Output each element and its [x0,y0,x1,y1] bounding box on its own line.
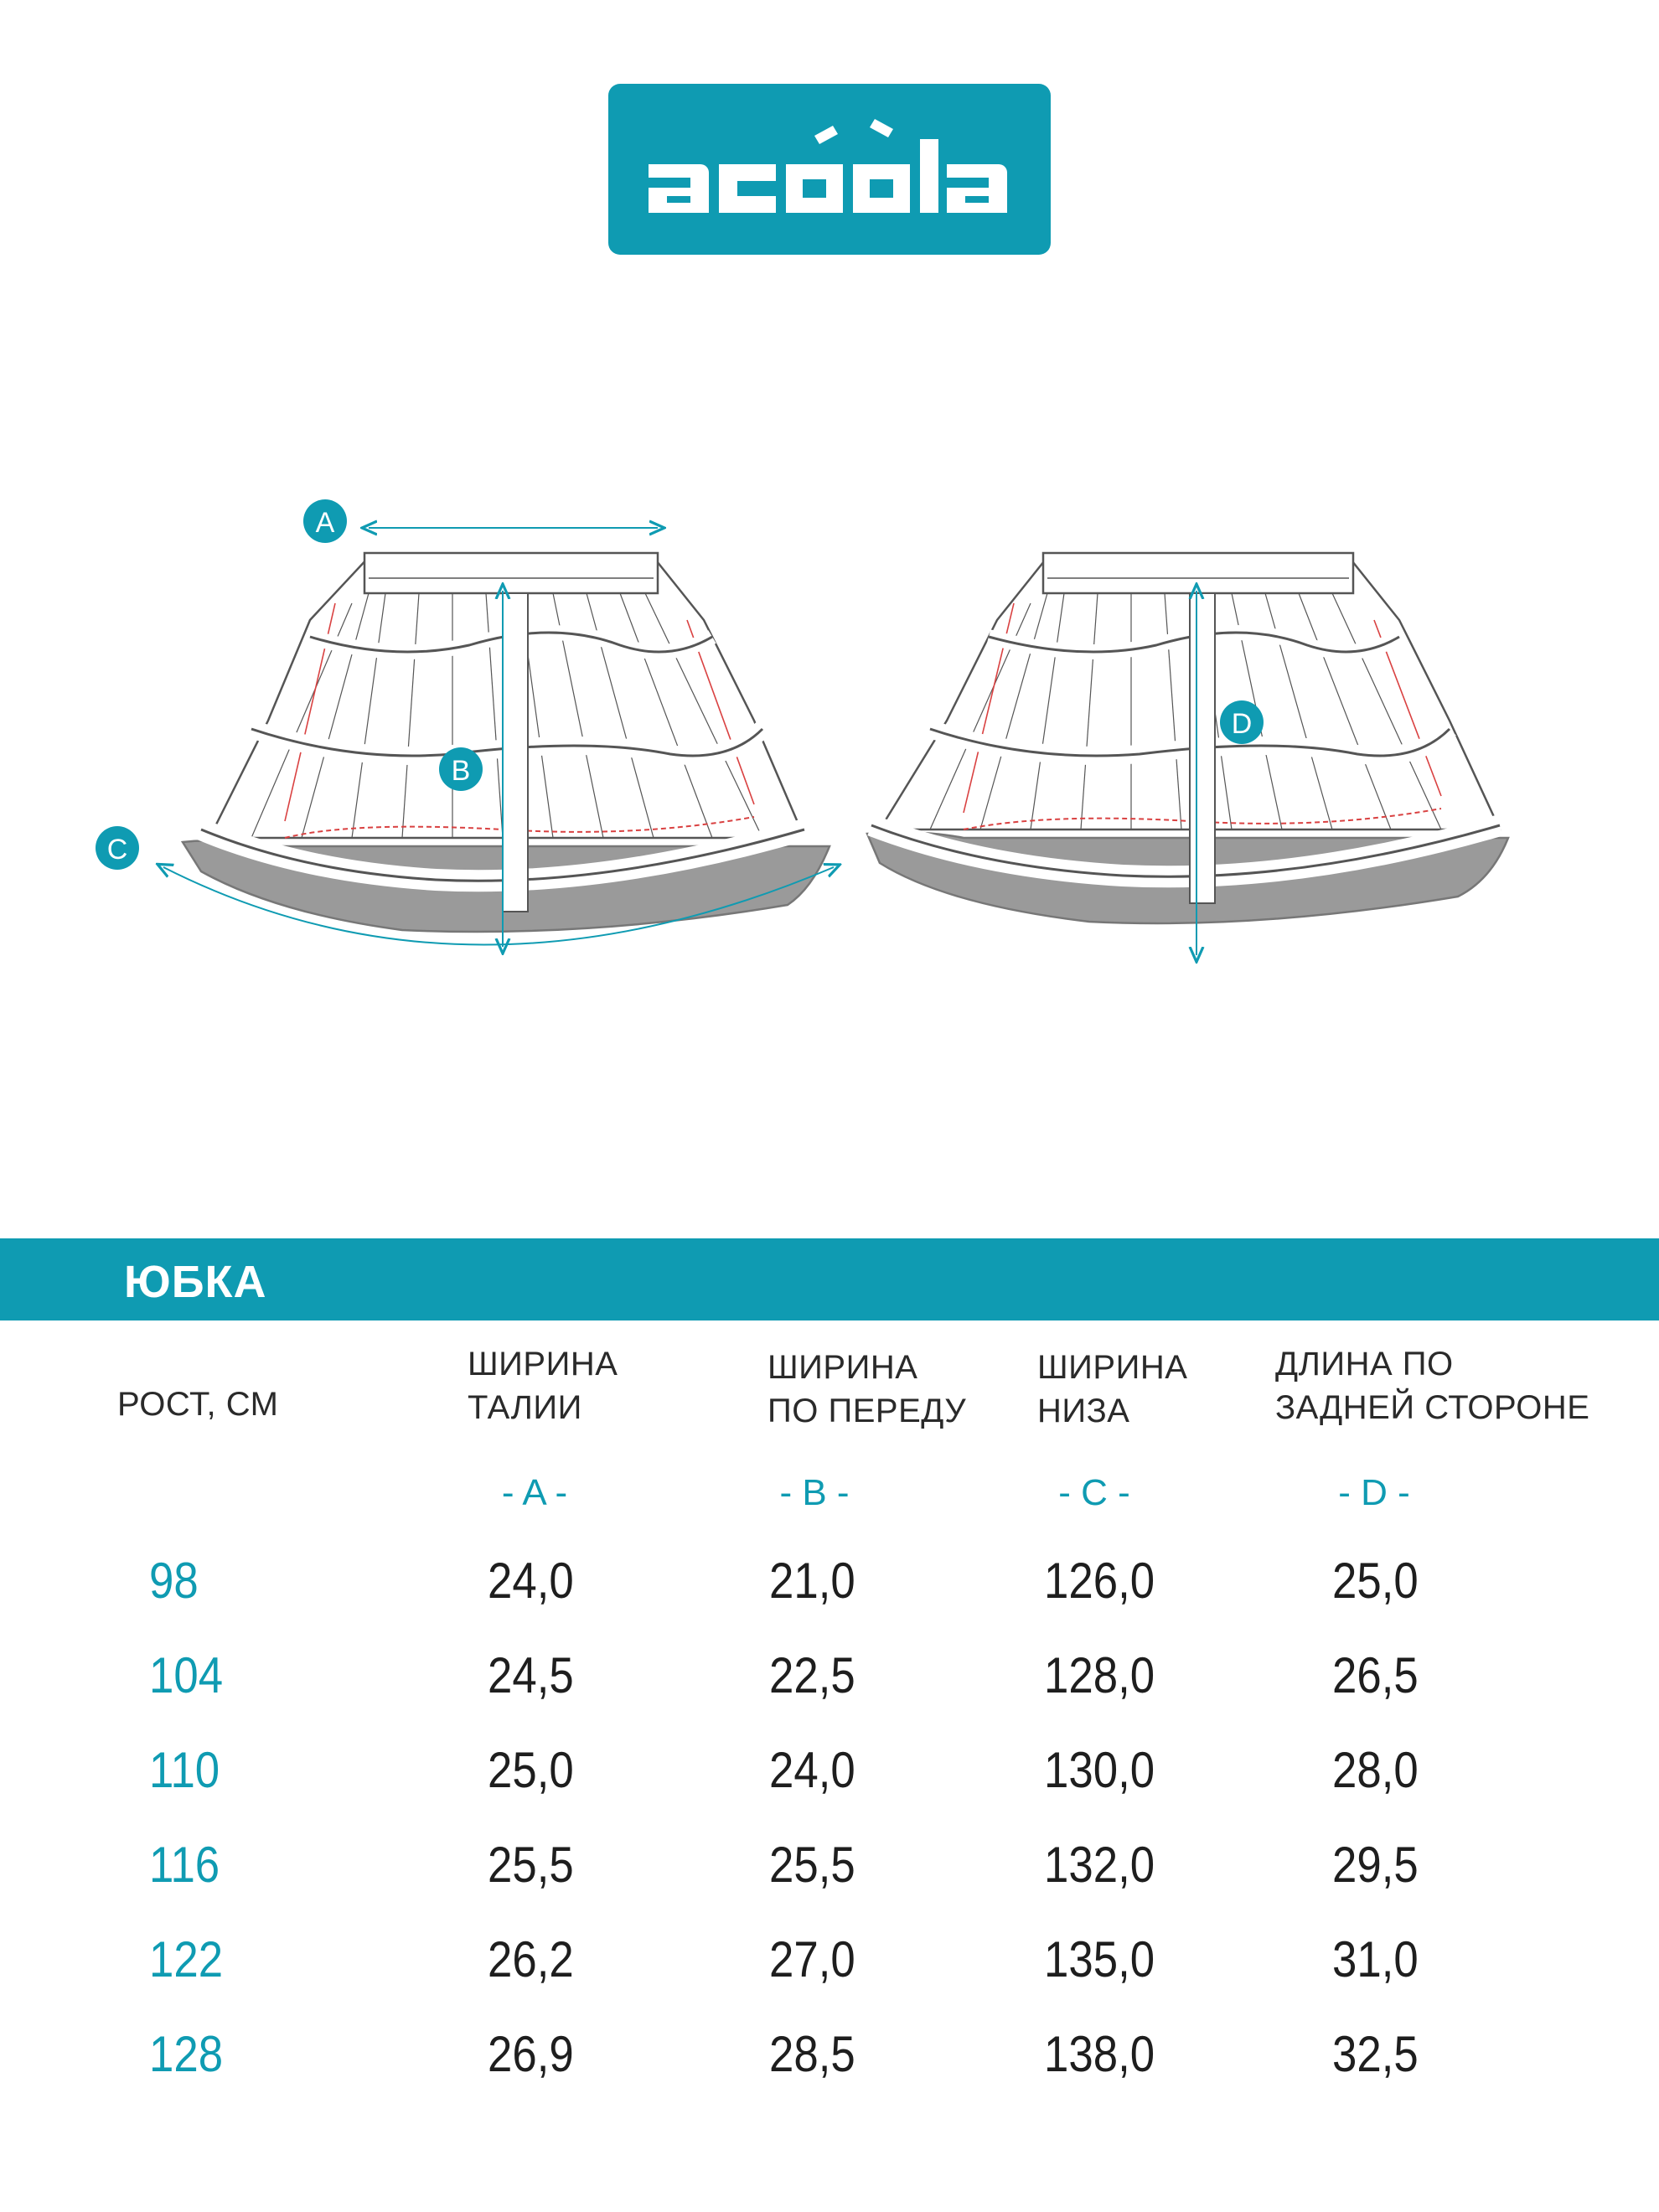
cell-front: 28,5 [769,2026,855,2082]
table-row [0,1930,1659,2014]
cell-back-length: 26,5 [1332,1647,1419,1703]
skirt-measurement-diagram [0,0,1659,1047]
cell-hem: 132,0 [1044,1837,1155,1893]
cell-back-length: 25,0 [1332,1553,1419,1609]
marker-a [303,499,347,543]
cell-front: 27,0 [769,1931,855,1987]
cell-hem: 135,0 [1044,1931,1155,1987]
table-row [0,1741,1659,1825]
table-row [0,1552,1659,1636]
cell-waist: 24,0 [488,1553,574,1609]
cell-hem: 128,0 [1044,1647,1155,1703]
marker-c-label: C [106,834,128,866]
marker-a-label: A [315,507,335,539]
cell-height: 104 [149,1647,224,1703]
cell-back-length: 29,5 [1332,1837,1419,1893]
table-row [0,2025,1659,2109]
cell-waist: 24,5 [488,1647,574,1703]
marker-b-label: B [451,755,471,787]
column-header-height: РОСТ, СМ [117,1386,279,1423]
column-header-hem: ШИРИНА НИЗА [1037,1349,1188,1429]
column-letter-a: - A - [501,1472,568,1513]
cell-height: 110 [149,1742,220,1798]
cell-waist: 25,0 [488,1742,574,1798]
cell-back-length: 32,5 [1332,2026,1419,2082]
cell-hem: 130,0 [1044,1742,1155,1798]
cell-height: 122 [149,1931,224,1987]
column-letter-b: - B - [779,1472,850,1513]
column-letter-c: - C - [1058,1472,1130,1513]
cell-front: 21,0 [769,1553,855,1609]
cell-front: 24,0 [769,1742,855,1798]
cell-back-length: 28,0 [1332,1742,1419,1798]
cell-front: 22,5 [769,1647,855,1703]
column-header-waist: ШИРИНА ТАЛИИ [468,1346,618,1426]
cell-waist: 26,2 [488,1931,574,1987]
marker-d [1220,700,1264,744]
cell-waist: 25,5 [488,1837,574,1893]
cell-height: 116 [149,1837,220,1893]
cell-hem: 126,0 [1044,1553,1155,1609]
table-row [0,1836,1659,1920]
cell-hem: 138,0 [1044,2026,1155,2082]
marker-b [439,747,483,791]
table-title: ЮБКА [124,1257,267,1307]
skirt-back-drawing [867,553,1508,923]
skirt-front-drawing [183,553,830,932]
marker-d-label: D [1231,708,1253,740]
table-row [0,1646,1659,1730]
cell-front: 25,5 [769,1837,855,1893]
marker-c [96,826,139,870]
cell-back-length: 31,0 [1332,1931,1419,1987]
column-header-front: ШИРИНА ПО ПЕРЕДУ [767,1349,967,1429]
column-letter-d: - D - [1338,1472,1410,1513]
cell-waist: 26,9 [488,2026,574,2082]
column-header-back-length: ДЛИНА ПО ЗАДНЕЙ СТОРОНЕ [1275,1346,1590,1426]
cell-height: 128 [149,2026,224,2082]
cell-height: 98 [149,1553,199,1609]
